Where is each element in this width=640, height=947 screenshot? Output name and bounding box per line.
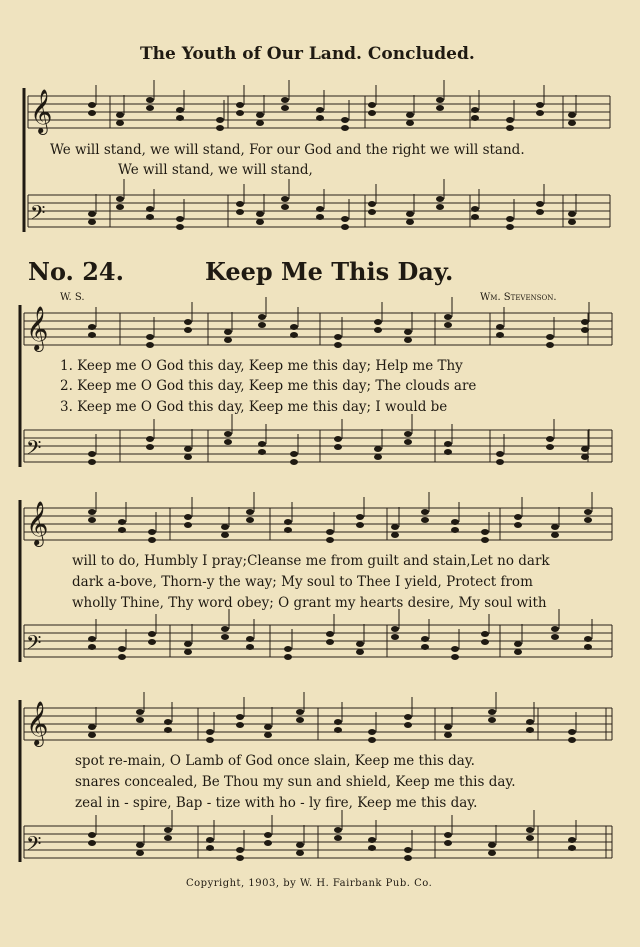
previous-hymn-lyrics-line2: We will stand, we will stand,	[118, 162, 313, 178]
verse-3-line-2: wholly Thine, Thy word obey; O grant my hearts desire, My soul with	[72, 595, 547, 611]
svg-text:𝄞: 𝄞	[26, 701, 49, 745]
svg-text:𝄢: 𝄢	[26, 436, 42, 464]
previous-hymn-lyrics-line1: We will stand, we will stand, For our God and the right we will stand.	[50, 142, 525, 158]
verse-2-line-2: dark a-bove, Thorn-y the way; My soul to Thee I yield, Protect from	[72, 574, 533, 590]
svg-text:𝄞: 𝄞	[26, 501, 49, 545]
svg-text:𝄞: 𝄞	[30, 89, 53, 133]
verse-3-line-1: 3. Keep me O God this day, Keep me this day; I would be	[60, 399, 448, 415]
svg-text:𝄞: 𝄞	[26, 306, 49, 350]
music-credit: Wm. Stevenson.	[480, 292, 557, 303]
svg-text:𝄢: 𝄢	[26, 631, 42, 659]
words-credit: W. S.	[60, 292, 85, 303]
verse-1-line-3: spot re-main, O Lamb of God once slain, Keep me this day.	[75, 753, 475, 769]
hymn-title: Keep Me This Day.	[205, 257, 454, 286]
verse-2-line-3: snares concealed, Be Thou my sun and shield, Keep me this day.	[75, 774, 516, 790]
verse-3-line-3: zeal in - spire, Bap - tize with ho - ly fire, Keep me this day.	[75, 795, 478, 811]
verse-2-line-1: 2. Keep me O God this day, Keep me this day; The clouds are	[60, 378, 477, 394]
copyright-notice: Copyright, 1903, by W. H. Fairbank Pub. Co.	[186, 878, 433, 889]
svg-text:𝄢: 𝄢	[30, 201, 46, 229]
verse-1-line-1: 1. Keep me O God this day, Keep me this day; Help me Thy	[60, 358, 463, 374]
previous-hymn-title: The Youth of Our Land. Concluded.	[140, 44, 475, 64]
svg-text:𝄢: 𝄢	[26, 832, 42, 860]
verse-1-line-2: will to do, Humbly I pray;Cleanse me from guilt and stain,Let no dark	[72, 553, 550, 569]
hymn-number: No. 24.	[28, 257, 124, 286]
